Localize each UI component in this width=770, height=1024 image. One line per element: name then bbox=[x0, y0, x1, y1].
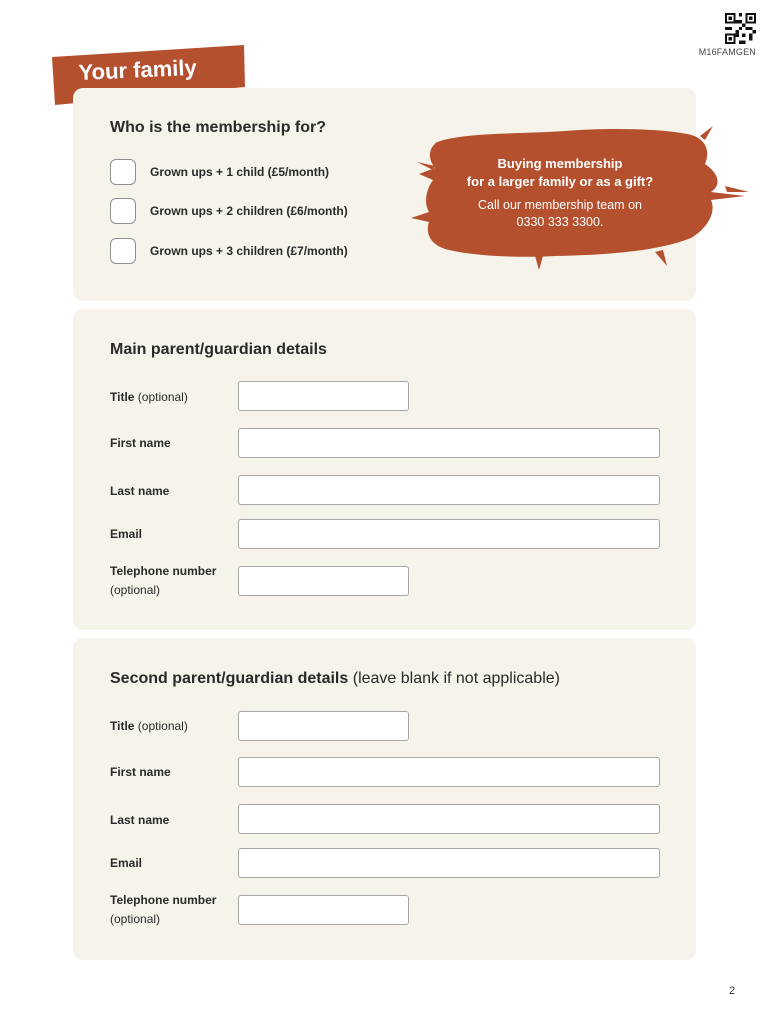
main-email-label-text: Email bbox=[110, 527, 143, 541]
second-phone-input[interactable] bbox=[238, 895, 409, 925]
main-first-name-label bbox=[110, 434, 171, 453]
main-email-input[interactable] bbox=[238, 519, 660, 549]
main-guardian-heading: Main parent/guardian details bbox=[110, 341, 327, 358]
option-2-checkbox[interactable] bbox=[110, 198, 136, 224]
second-phone-optional: (optional) bbox=[110, 912, 161, 926]
callout-heading-line-2: for a larger family or as a gift? bbox=[466, 174, 654, 189]
main-phone-optional: (optional) bbox=[110, 583, 161, 597]
second-phone-label-text: Telephone number bbox=[110, 893, 217, 907]
second-title-input[interactable] bbox=[238, 711, 409, 741]
main-title-label-text: Title bbox=[110, 390, 135, 404]
option-2-label: Grown ups + 2 children (£6/month) bbox=[150, 204, 348, 218]
second-guardian-heading-text: Second parent/guardian details bbox=[110, 670, 349, 687]
callout-heading bbox=[440, 155, 680, 191]
callout-phone-number: 0330 333 3300. bbox=[516, 215, 604, 229]
callout-body-line-1: Call our membership team on bbox=[478, 198, 642, 212]
main-last-name-label bbox=[110, 482, 169, 501]
option-1-label: Grown ups + 1 child (£5/month) bbox=[150, 165, 330, 179]
main-last-name-label-text: Last name bbox=[110, 484, 170, 498]
form-code: M16FAMGEN bbox=[698, 47, 756, 57]
main-title-input[interactable] bbox=[238, 381, 409, 411]
callout-heading-line-1: Buying membership bbox=[497, 156, 623, 171]
main-phone-label bbox=[110, 562, 216, 600]
qr-code bbox=[725, 13, 756, 44]
option-3-checkbox[interactable] bbox=[110, 238, 136, 264]
page-number: 2 bbox=[729, 985, 736, 997]
second-email-input[interactable] bbox=[238, 848, 660, 878]
option-row-3[interactable] bbox=[110, 237, 348, 265]
section-title: Your family bbox=[78, 54, 198, 85]
second-guardian-heading bbox=[110, 670, 560, 688]
second-email-label-text: Email bbox=[110, 856, 143, 870]
option-1-checkbox[interactable] bbox=[110, 159, 136, 185]
option-row-1[interactable] bbox=[110, 158, 329, 186]
option-3-label: Grown ups + 3 children (£7/month) bbox=[150, 244, 348, 258]
second-last-name-label-text: Last name bbox=[110, 813, 170, 827]
second-guardian-heading-note: (leave blank if not applicable) bbox=[352, 670, 560, 687]
second-last-name-label bbox=[110, 811, 169, 830]
second-phone-label bbox=[110, 891, 216, 929]
membership-question: Who is the membership for? bbox=[110, 119, 327, 136]
second-title-optional: (optional) bbox=[137, 719, 188, 733]
main-title-optional: (optional) bbox=[137, 390, 188, 404]
main-title-label bbox=[110, 388, 188, 407]
main-first-name-input[interactable] bbox=[238, 428, 660, 458]
main-phone-input[interactable] bbox=[238, 566, 409, 596]
second-title-label bbox=[110, 717, 188, 736]
second-last-name-input[interactable] bbox=[238, 804, 660, 834]
second-email-label bbox=[110, 854, 142, 873]
main-last-name-input[interactable] bbox=[238, 475, 660, 505]
main-email-label bbox=[110, 525, 142, 544]
second-first-name-label bbox=[110, 763, 171, 782]
second-first-name-label-text: First name bbox=[110, 765, 171, 779]
second-title-label-text: Title bbox=[110, 719, 135, 733]
option-row-2[interactable] bbox=[110, 197, 348, 225]
callout-body bbox=[440, 197, 680, 231]
callout-splat bbox=[405, 122, 750, 270]
main-phone-label-text: Telephone number bbox=[110, 564, 217, 578]
second-first-name-input[interactable] bbox=[238, 757, 660, 787]
main-first-name-label-text: First name bbox=[110, 436, 171, 450]
